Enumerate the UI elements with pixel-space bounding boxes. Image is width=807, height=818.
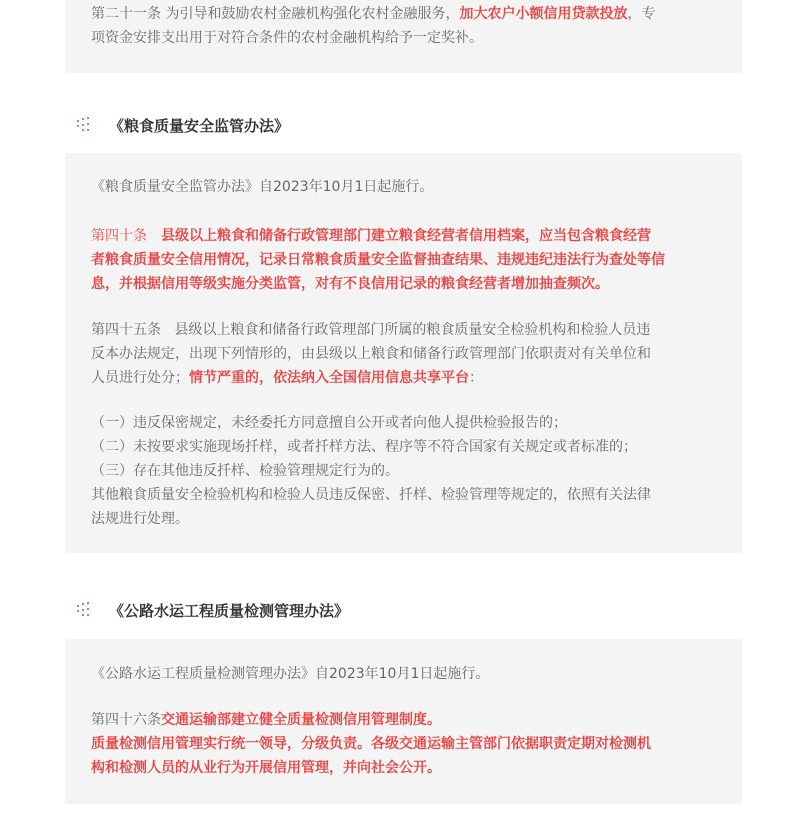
list-item-3: （三）存在其他违反扦样、检验管理规定行为的。 [91, 463, 399, 479]
article-21-box [65, 0, 742, 73]
article-46-line-2: 质量检测信用管理实行统一领导，分级负责。各级交通运输主管部门依据职责定期对检测机 [91, 736, 651, 752]
section-title: 《公路水运工程质量检测管理办法》 [109, 601, 350, 620]
article-45-line-3: 人员进行处分；情节严重的，依法纳入全国信用信息共享平台： [91, 370, 483, 386]
list-item-2: （二）未按要求实施现场扦样，或者扦样方法、程序等不符合国家有关规定或者标准的； [91, 439, 637, 455]
dots-grid-icon [77, 117, 95, 133]
intro-text: 《粮食质量安全监管办法》自2023年10月1日起施行。 [91, 179, 434, 195]
intro-text: 《公路水运工程质量检测管理办法》自2023年10月1日起施行。 [91, 666, 490, 682]
article-45-line-1: 第四十五条 县级以上粮食和储备行政管理部门所属的粮食质量安全检验机构和检验人员违 [91, 322, 651, 338]
tail-line-1: 其他粮食质量安全检验机构和检验人员违反保密、扦样、检验管理等规定的，依照有关法律 [91, 487, 651, 503]
article-21-line-2: 项资金安排支出用于对符合条件的农村金融机构给予一定奖补。 [91, 30, 483, 46]
article-40-line-3: 息，并根据信用等级实施分类监管，对有不良信用记录的粮食经营者增加抽查频次。 [91, 276, 609, 292]
highway-regulation-box [65, 639, 742, 804]
grain-regulation-box [65, 153, 742, 553]
list-item-1: （一）违反保密规定，未经委托方同意擅自公开或者向他人提供检验报告的； [91, 415, 567, 431]
article-46-line-3: 构和检测人员的从业行为开展信用管理，并向社会公开。 [91, 760, 441, 776]
article-46-line-1: 第四十六条交通运输部建立健全质量检测信用管理制度。 [91, 712, 441, 728]
article-40-line-2: 者粮食质量安全信用情况，记录日常粮食质量安全监督抽查结果、违规违纪违法行为查处等信 [91, 252, 665, 268]
dots-grid-icon [77, 602, 95, 618]
article-40-line-1: 第四十条 县级以上粮食和储备行政管理部门建立粮食经营者信用档案，应当包含粮食经营 [91, 228, 651, 244]
section-title: 《粮食质量安全监管办法》 [109, 116, 290, 135]
section-heading-grain [77, 114, 289, 136]
highlight-text: 加大农户小额信用贷款投放 [459, 6, 628, 22]
article-21-line-1: 第二十一条 为引导和鼓励农村金融机构强化农村金融服务，加大农户小额信用贷款投放，专 [91, 6, 656, 22]
section-heading-highway [77, 599, 349, 621]
article-45-line-2: 反本办法规定，出现下列情形的，由县级以上粮食和储备行政管理部门依职责对有关单位和 [91, 346, 651, 362]
tail-line-2: 法规进行处理。 [91, 511, 189, 527]
